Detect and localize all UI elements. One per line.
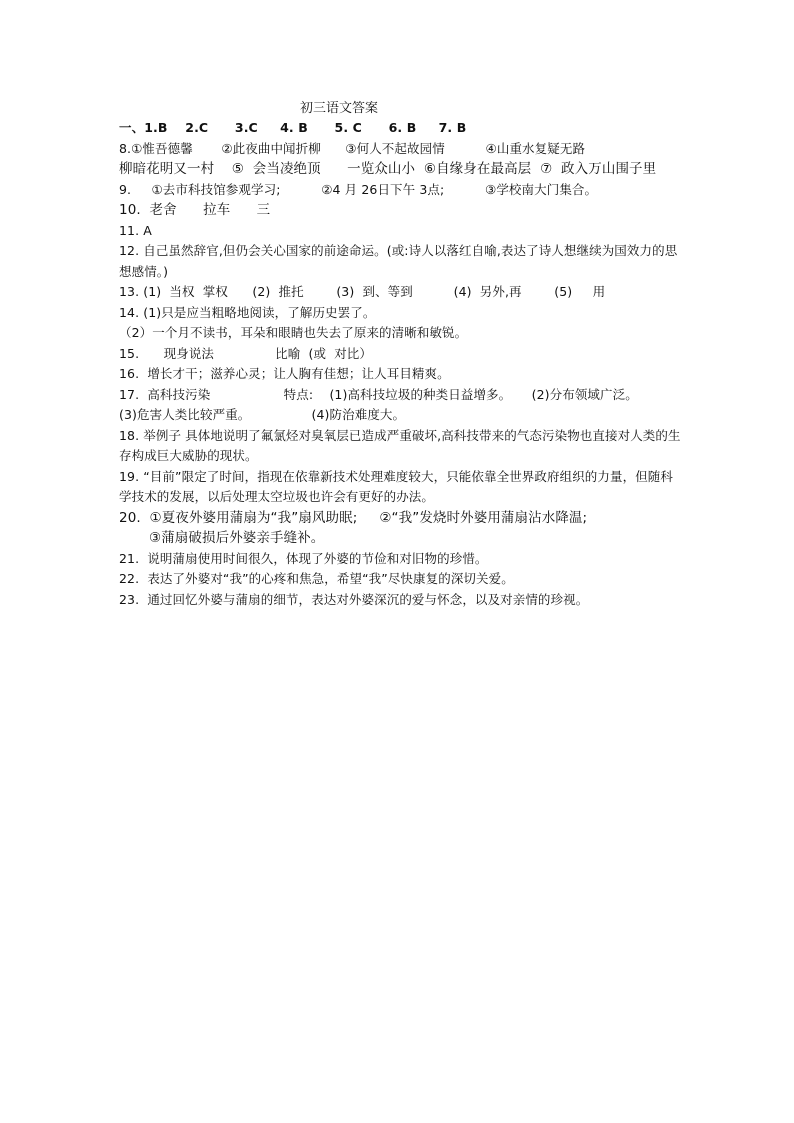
answer-line-14b: （2）一个月不读书，耳朵和眼睛也失去了原来的清晰和敏锐。 bbox=[119, 325, 468, 340]
answer-line-20b: ③蒲扇破损后外婆亲手缝补。 bbox=[149, 530, 325, 546]
answer-line-1-7: 一、1.B 2.C 3.C 4. B 5. C 6. B 7. B bbox=[119, 120, 467, 135]
answer-line-17a: 17. 高科技污染 特点: (1)高科技垃圾的种类日益增多。 (2)分布领域广泛。 bbox=[119, 386, 638, 402]
answer-line-8b: 柳暗花明又一村 ⑤ 会当凌绝顶 一览众山小 ⑥自缘身在最高层 ⑦ 政入万山围子里 bbox=[119, 161, 657, 177]
answer-line-15: 15. 现身说法 比喻 (或 对比） bbox=[119, 345, 372, 361]
answer-line-17b: (3)危害人类比较严重。 (4)防治难度大。 bbox=[119, 407, 406, 422]
answer-line-19: 19. “目前”限定了时间，指现在依靠新技术处理难度较大，只能依靠全世界政府组织的力量，但随科学技术的发展，以后处理太空垃圾也许会有更好的办法。 bbox=[119, 468, 674, 504]
page-title: 初三语文答案 bbox=[300, 101, 379, 116]
answer-line-18: 18. 举例子 具体地说明了氟氯烃对臭氧层已造成严重破坏,高科技带来的气态污染物也直接对人类的生存构成巨大威胁的现状。 bbox=[119, 427, 681, 463]
answer-list bbox=[119, 118, 684, 610]
answer-line-21: 21. 说明蒲扇使用时间很久，体现了外婆的节俭和对旧物的珍惜。 bbox=[119, 550, 488, 566]
answer-line-23: 23. 通过回忆外婆与蒲扇的细节，表达对外婆深沉的爱与怀念，以及对亲情的珍视。 bbox=[119, 591, 589, 607]
answer-line-11: 11. A bbox=[119, 222, 152, 238]
answer-line-13: 13. (1) 当权 掌权 (2) 推托 (3) 到、等到 (4) 另外,再 (5) 用 bbox=[119, 284, 606, 299]
answer-line-12: 12. 自己虽然辞官,但仍会关心国家的前途命运。(或:诗人以落红自喻,表达了诗人想继续为国效力的思想感情。) bbox=[119, 243, 678, 279]
answer-line-16: 16. 增长才干；滋养心灵；让人胸有佳想；让人耳目精爽。 bbox=[119, 366, 450, 381]
answer-line-9: 9. ①去市科技馆参观学习; ②4 月 26日下午 3点; ③学校南大门集合。 bbox=[119, 181, 598, 197]
answer-line-10: 10. 老舍 拉车 三 bbox=[119, 202, 271, 218]
answer-line-8a: 8.①惟吾德馨 ②此夜曲中闻折柳 ③何人不起故园情 ④山重水复疑无路 bbox=[119, 140, 586, 156]
answer-line-20a: 20. ①夏夜外婆用蒲扇为“我”扇风助眠; ②“我”发烧时外婆用蒲扇沾水降温; bbox=[119, 509, 588, 526]
answer-line-14a: 14. (1)只是应当粗略地阅读，了解历史罢了。 bbox=[119, 304, 376, 320]
answer-line-22: 22. 表达了外婆对“我”的心疼和焦急，希望“我”尽快康复的深切关爱。 bbox=[119, 571, 514, 586]
